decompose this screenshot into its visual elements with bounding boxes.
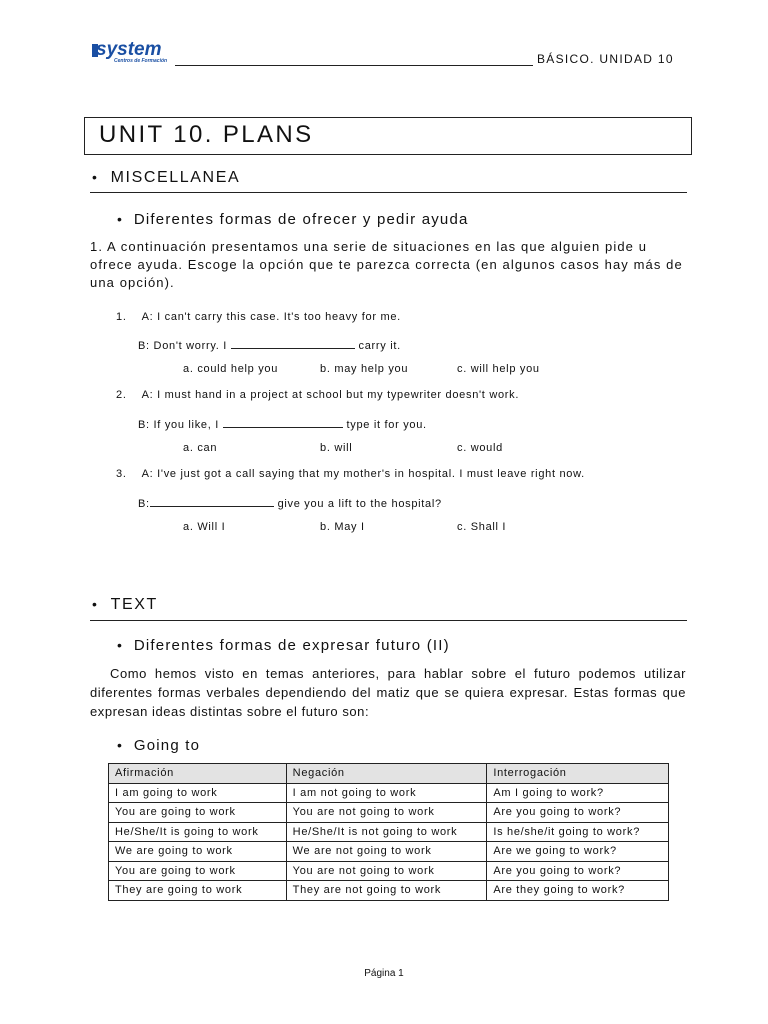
answer-blank[interactable]: [223, 416, 343, 428]
exercise-3-option-c: c. Shall I: [457, 521, 507, 533]
table-row: [109, 803, 669, 823]
table-header-row: [109, 764, 669, 784]
page-number: Página 1: [364, 968, 404, 979]
bullet-icon: •: [92, 596, 99, 612]
exercise-1-a: 1. A: I can't carry this case. It's too heavy for me.: [116, 311, 401, 323]
exercise-1-option-b: b. may help you: [320, 363, 409, 375]
logo-subtext: Centros de Formación: [114, 58, 168, 64]
table-cell: I am not going to work: [286, 783, 487, 803]
table-cell: I am going to work: [109, 783, 287, 803]
exercise-intro: 1. A continuación presentamos una serie de situaciones en las que alguien pide u ofrece ayuda. Escoge la opción que te parezca correcta (en algunos casos hay más de una opción).: [90, 239, 683, 290]
exercise-2-a: 2. A: I must hand in a project at school but my typewriter doesn't work.: [116, 389, 520, 401]
table-cell: Am I going to work?: [487, 783, 669, 803]
table-cell: You are not going to work: [286, 803, 487, 823]
table-cell: Is he/she/it going to work?: [487, 822, 669, 842]
header-rule: [175, 65, 533, 66]
answer-blank[interactable]: [150, 495, 274, 507]
exercise-3-option-b: b. May I: [320, 521, 365, 533]
table-cell: You are going to work: [109, 803, 287, 823]
unit-title: UNIT 10. PLANS: [99, 121, 314, 148]
system-logo: [92, 39, 168, 67]
subheading-going-to: • Going to: [117, 737, 201, 754]
table-cell: We are going to work: [109, 842, 287, 862]
section-rule: [90, 620, 687, 621]
table-row: [109, 881, 669, 901]
subheading-futuro: • Diferentes formas de expresar futuro (II): [117, 637, 450, 654]
table-cell: He/She/It is not going to work: [286, 822, 487, 842]
going-to-table: [108, 763, 669, 901]
table-cell: Are we going to work?: [487, 842, 669, 862]
table-cell: Are they going to work?: [487, 881, 669, 901]
bullet-icon: •: [117, 737, 124, 753]
table-cell: You are going to work: [109, 861, 287, 881]
course-label: BÁSICO. UNIDAD 10: [537, 52, 674, 66]
exercise-2-option-a: a. can: [183, 442, 218, 454]
table-cell: We are not going to work: [286, 842, 487, 862]
bullet-icon: •: [117, 211, 124, 227]
exercise-3-option-a: a. Will I: [183, 521, 226, 533]
exercise-2-option-c: c. would: [457, 442, 503, 454]
logo-text: system: [96, 39, 162, 60]
section-rule: [90, 192, 687, 193]
exercise-3-b: B: give you a lift to the hospital?: [138, 495, 442, 510]
future-paragraph: Como hemos visto en temas anteriores, para hablar sobre el futuro podemos utilizar diferentes formas verbales dependiendo del matiz que se quiera expresar. Estas formas que expresan ideas distintas sobre el futuro son:: [90, 666, 686, 719]
bullet-icon: •: [92, 169, 99, 185]
column-header-afirmacion: Afirmación: [109, 764, 287, 784]
table-cell: Are you going to work?: [487, 803, 669, 823]
exercise-2-option-b: b. will: [320, 442, 353, 454]
subheading-ayuda: • Diferentes formas de ofrecer y pedir ayuda: [117, 211, 469, 228]
table-row: [109, 861, 669, 881]
table-cell: He/She/It is going to work: [109, 822, 287, 842]
section-heading-text: • TEXT: [92, 596, 158, 613]
exercise-2-b: B: If you like, I type it for you.: [138, 416, 427, 431]
bullet-icon: •: [117, 637, 124, 653]
column-header-negacion: Negación: [286, 764, 487, 784]
section-heading-miscellanea: • MISCELLANEA: [92, 169, 241, 186]
table-cell: They are going to work: [109, 881, 287, 901]
table-row: [109, 842, 669, 862]
table-row: [109, 822, 669, 842]
exercise-3-a: 3. A: I've just got a call saying that my mother's in hospital. I must leave right now.: [116, 468, 585, 480]
exercise-1-b: B: Don't worry. I carry it.: [138, 337, 401, 352]
column-header-interrogacion: Interrogación: [487, 764, 669, 784]
table-row: [109, 783, 669, 803]
table-cell: They are not going to work: [286, 881, 487, 901]
exercise-1-option-a: a. could help you: [183, 363, 279, 375]
table-cell: You are not going to work: [286, 861, 487, 881]
answer-blank[interactable]: [231, 337, 355, 349]
exercise-1-option-c: c. will help you: [457, 363, 540, 375]
table-cell: Are you going to work?: [487, 861, 669, 881]
